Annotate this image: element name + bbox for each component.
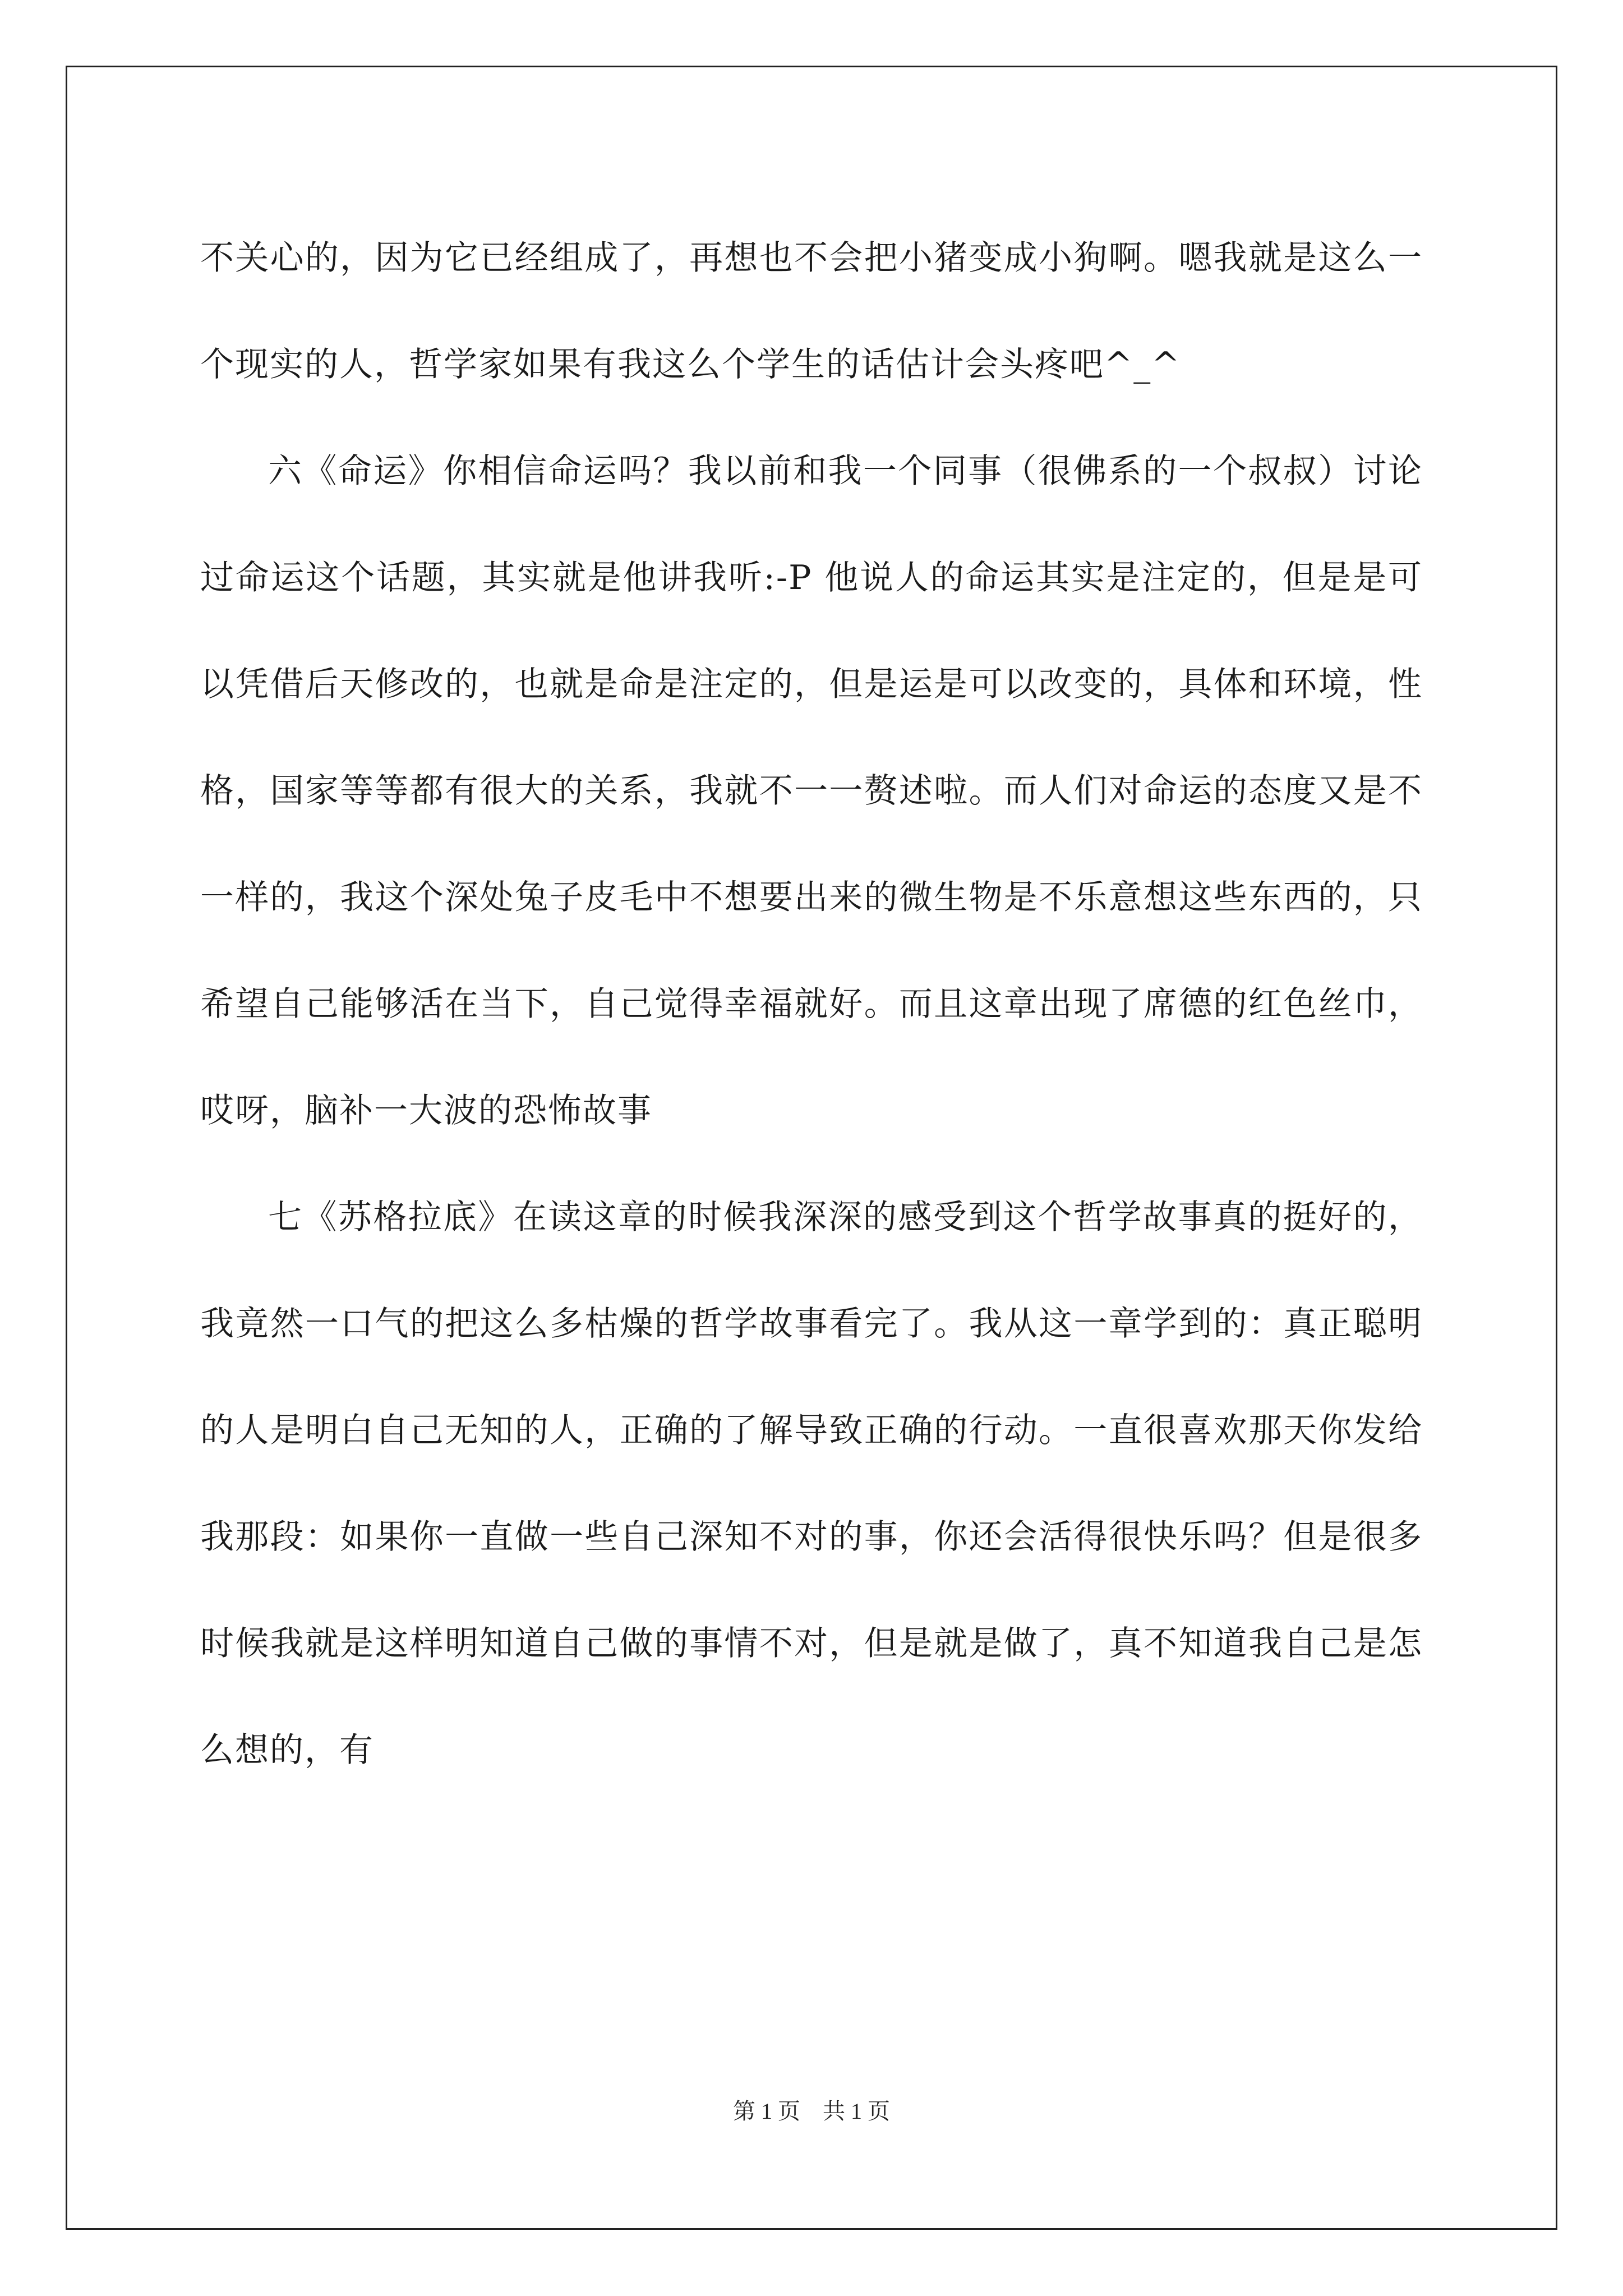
document-body (200, 205, 1423, 1803)
page-number-footer: 第 1 页 共 1 页 (733, 2099, 890, 2124)
paragraph-3: 七《苏格拉底》在读这章的时候我深深的感受到这个哲学故事真的挺好的，我竟然一口气的把这么多枯燥的哲学故事看完了。我从这一章学到的：真正聪明的人是明白自己无知的人，正确的了解导致正确的行动。一直很喜欢那天你发给我那段：如果你一直做一些自己深知不对的事，你还会活得很快乐吗？但是很多时候我就是这样明知道自己做的事情不对，但是就是做了，真不知道我自己是怎么想的，有 (200, 1198, 1423, 1770)
paragraph-1: 不关心的，因为它已经组成了，再想也不会把小猪变成小狗啊。嗯我就是这么一个现实的人，哲学家如果有我这么个学生的话估计会头疼吧^_^ (200, 238, 1423, 384)
paragraph-2: 六《命运》你相信命运吗？我以前和我一个同事（很佛系的一个叔叔）讨论过命运这个话题，其实就是他讲我听:-P 他说人的命运其实是注定的，但是是可以凭借后天修改的，也就是命是注定的，但是运是可以改变的，具体和环境，性格，国家等等都有很大的关系，我就不一一赘述啦。而人们对命运的态度又是不一样的，我这个深处兔子皮毛中不想要出来的微生物是不乐意想这些东西的，只希望自己能够活在当下，自己觉得幸福就好。而且这章出现了席德的红色丝巾，哎呀，脑补一大波的恐怖故事 (200, 452, 1423, 1130)
